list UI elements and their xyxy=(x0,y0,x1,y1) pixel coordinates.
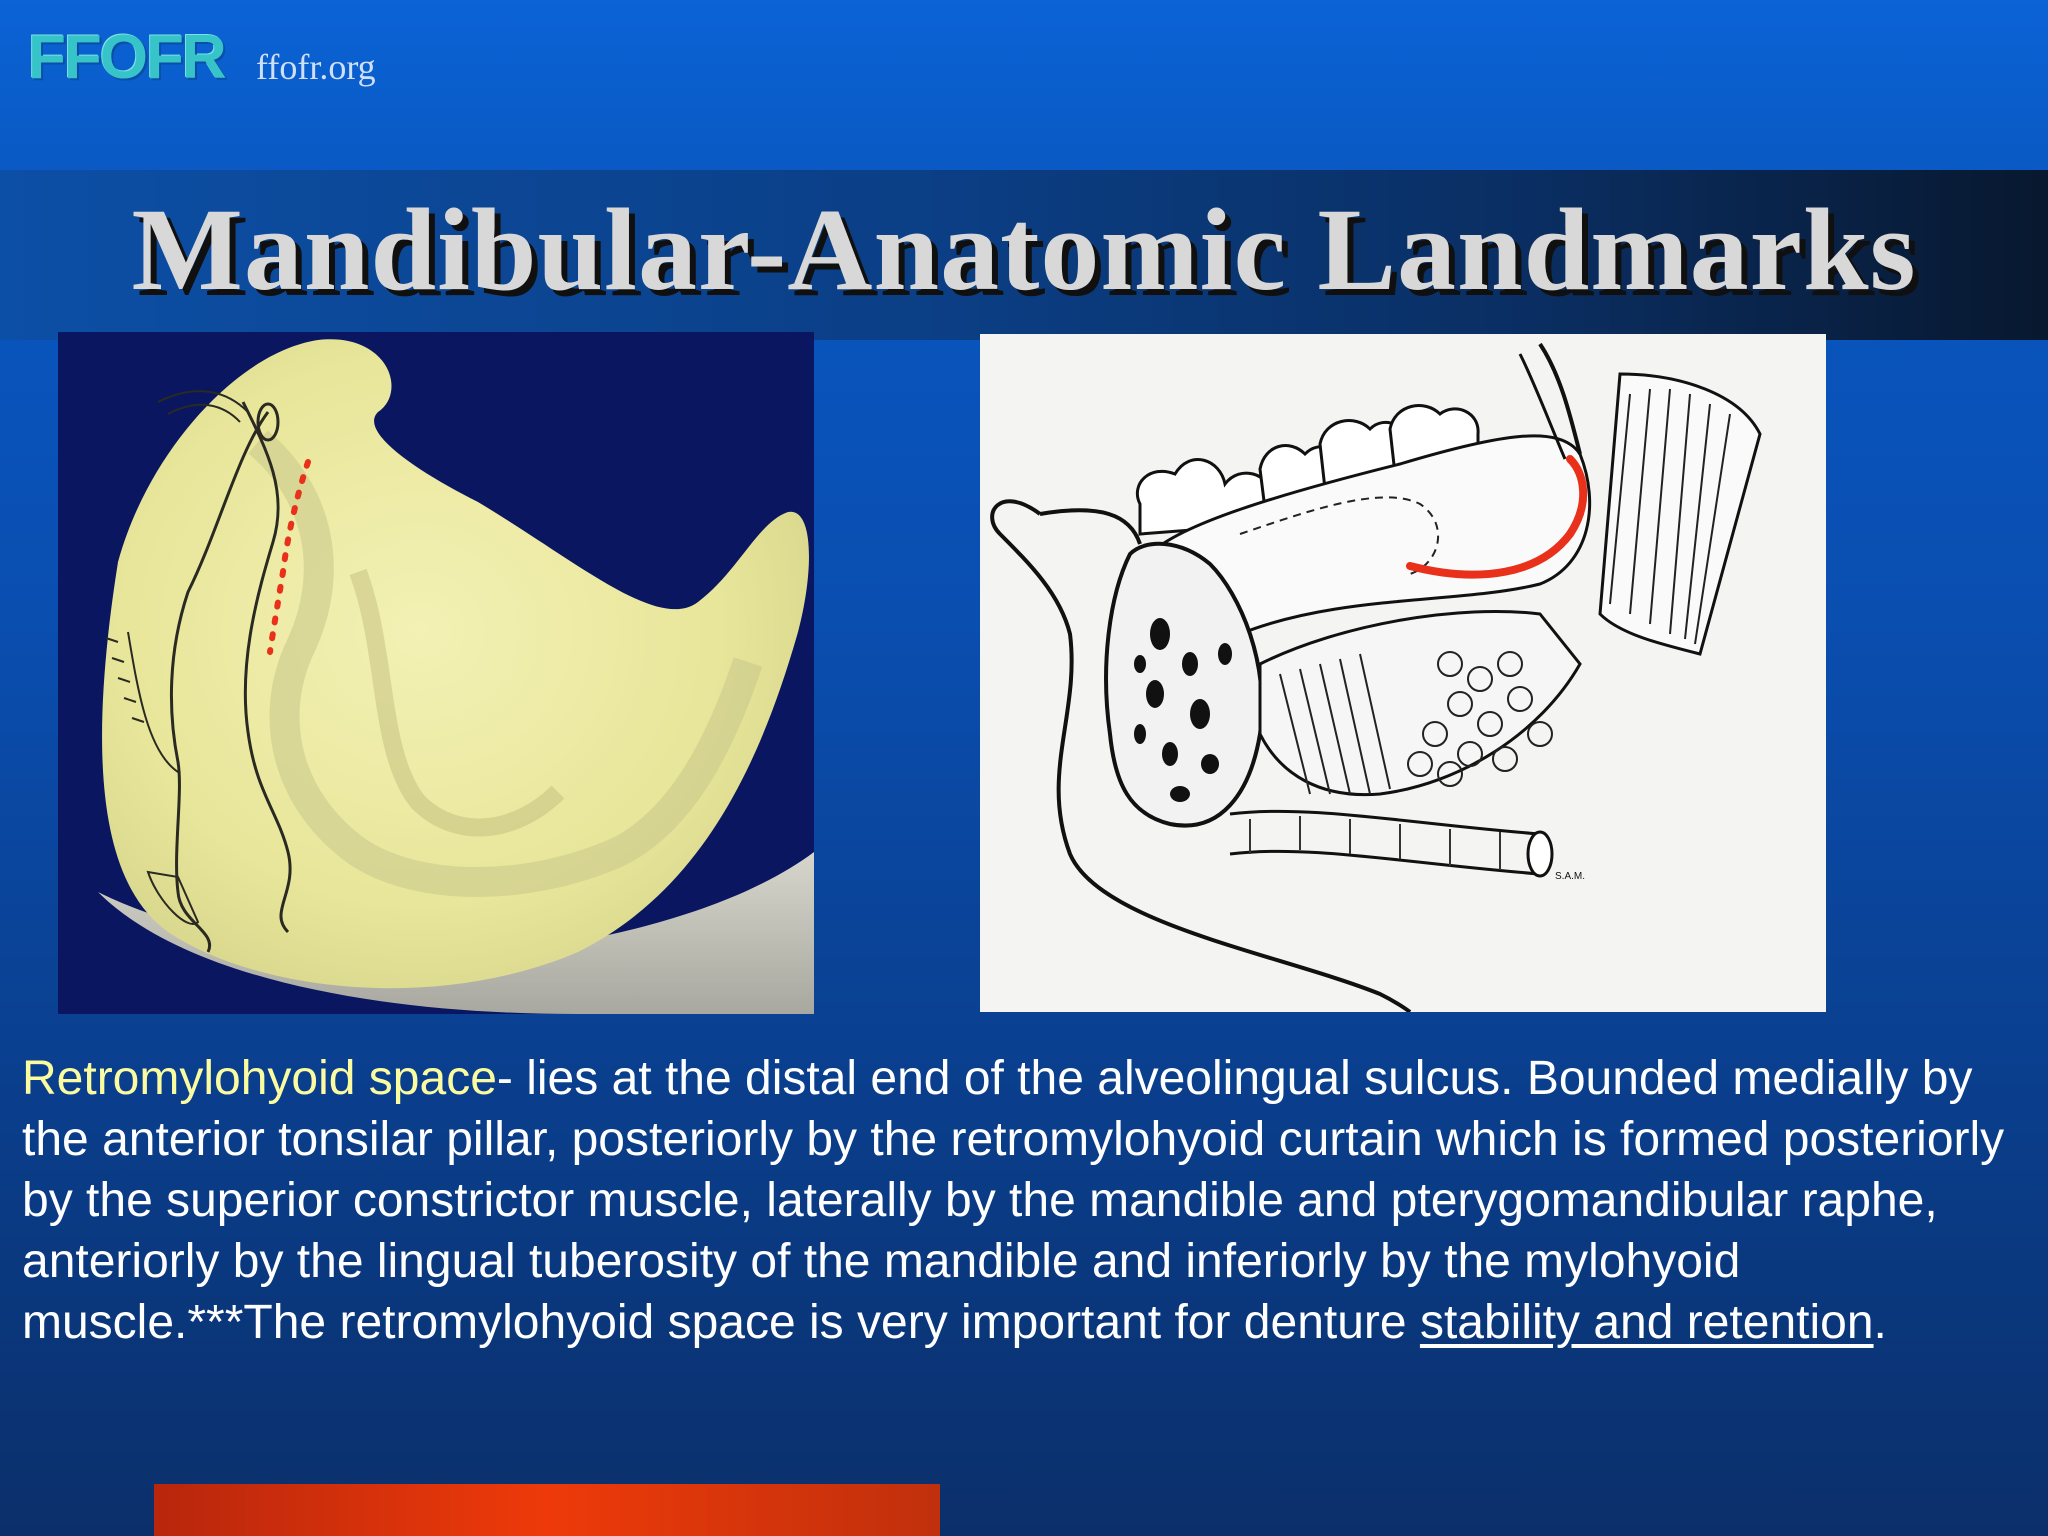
slide-title: Mandibular-Anatomic Landmarks xyxy=(131,184,1917,315)
term-highlight: Retromylohyoid space xyxy=(22,1052,497,1105)
mandible-cast-illustration xyxy=(58,332,814,1014)
logo-url: ffofr.org xyxy=(256,47,376,87)
artist-signature: S.A.M. xyxy=(1555,871,1586,882)
underlined-phrase: stability and retention xyxy=(1419,1296,1874,1349)
logo-mark: FFOFR xyxy=(28,23,225,92)
bottom-accent-bar xyxy=(154,1484,940,1536)
logo xyxy=(28,23,225,92)
mandible-cross-section-drawing xyxy=(980,334,1826,1012)
mandible-cast-photo xyxy=(58,332,814,1014)
paragraph-end: . xyxy=(1873,1296,1887,1349)
anatomy-illustration xyxy=(980,334,1826,1012)
slide-body-paragraph xyxy=(22,1048,2032,1353)
paragraph-text: - lies at the distal end of the alveolingual sulcus. Bounded medially by the anterior tonsilar pillar, posteriorly by the retromylohyoid curtain which is formed posteriorly by the superior constrictor muscle, laterally by the mandible and pterygomandibular raphe, anteriorly by the lingual tuberosity of the mandible and inferiorly by the mylohyoid muscle.***The retromylohyoid space is very important for denture xyxy=(22,1052,2005,1349)
